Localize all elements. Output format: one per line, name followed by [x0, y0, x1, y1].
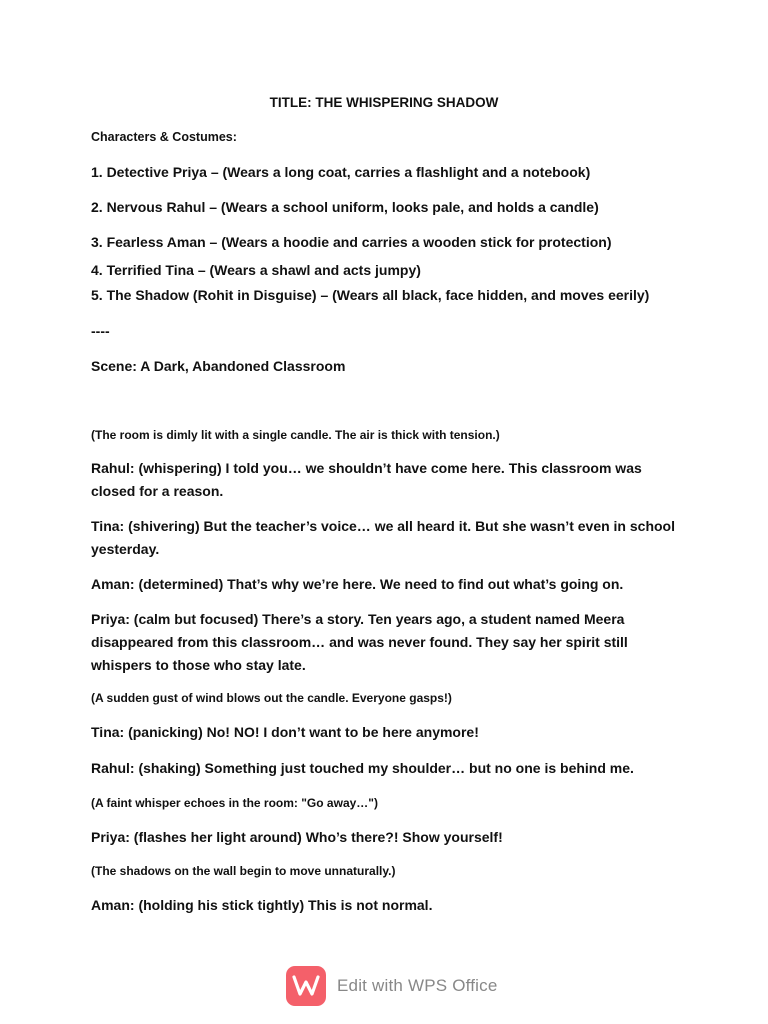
- dialogue-line: Tina: (shivering) But the teacher’s voice… we all heard it. But she wasn’t even in school yesterday.: [91, 518, 675, 557]
- character-item: 2. Nervous Rahul – (Wears a school uniform, looks pale, and holds a candle): [91, 199, 599, 215]
- dialogue-line: Priya: (flashes her light around) Who’s there?! Show yourself!: [91, 829, 503, 845]
- dialogue-line: Rahul: (whispering) I told you… we shouldn’t have come here. This classroom was closed for a reason.: [91, 460, 642, 499]
- wps-edit-banner[interactable]: [286, 965, 498, 1007]
- document-title: TITLE: THE WHISPERING SHADOW: [269, 95, 499, 110]
- character-item: 1. Detective Priya – (Wears a long coat, carries a flashlight and a notebook): [91, 164, 591, 180]
- character-item: 4. Terrified Tina – (Wears a shawl and acts jumpy): [91, 262, 421, 278]
- dialogue-line: Tina: (panicking) No! NO! I don’t want to be here anymore!: [91, 724, 479, 740]
- dialogue-line: Rahul: (shaking) Something just touched my shoulder… but no one is behind me.: [91, 760, 634, 776]
- character-item: 5. The Shadow (Rohit in Disguise) – (Wears all black, face hidden, and moves eerily): [91, 287, 650, 303]
- wps-office-logo-icon: [286, 966, 326, 1006]
- dialogue-line: Priya: (calm but focused) There’s a story. Ten years ago, a student named Meera disappeared from this classroom… and was never found. They say her spirit still whispers to those who stay late.: [91, 611, 628, 673]
- stage-direction: (The shadows on the wall begin to move unnaturally.): [91, 864, 396, 878]
- stage-direction: (The room is dimly lit with a single candle. The air is thick with tension.): [91, 428, 500, 442]
- stage-direction: (A faint whisper echoes in the room: "Go away…"): [91, 796, 378, 810]
- dialogue-line: Aman: (holding his stick tightly) This is not normal.: [91, 897, 433, 913]
- stage-direction: (A sudden gust of wind blows out the candle. Everyone gasps!): [91, 691, 452, 705]
- dialogue-line: Aman: (determined) That’s why we’re here. We need to find out what’s going on.: [91, 576, 624, 592]
- character-item: 3. Fearless Aman – (Wears a hoodie and carries a wooden stick for protection): [91, 234, 612, 250]
- scene-heading: Scene: A Dark, Abandoned Classroom: [91, 358, 346, 374]
- section-separator: ----: [91, 323, 110, 339]
- characters-heading: Characters & Costumes:: [91, 130, 237, 144]
- wps-edit-label: Edit with WPS Office: [337, 976, 498, 995]
